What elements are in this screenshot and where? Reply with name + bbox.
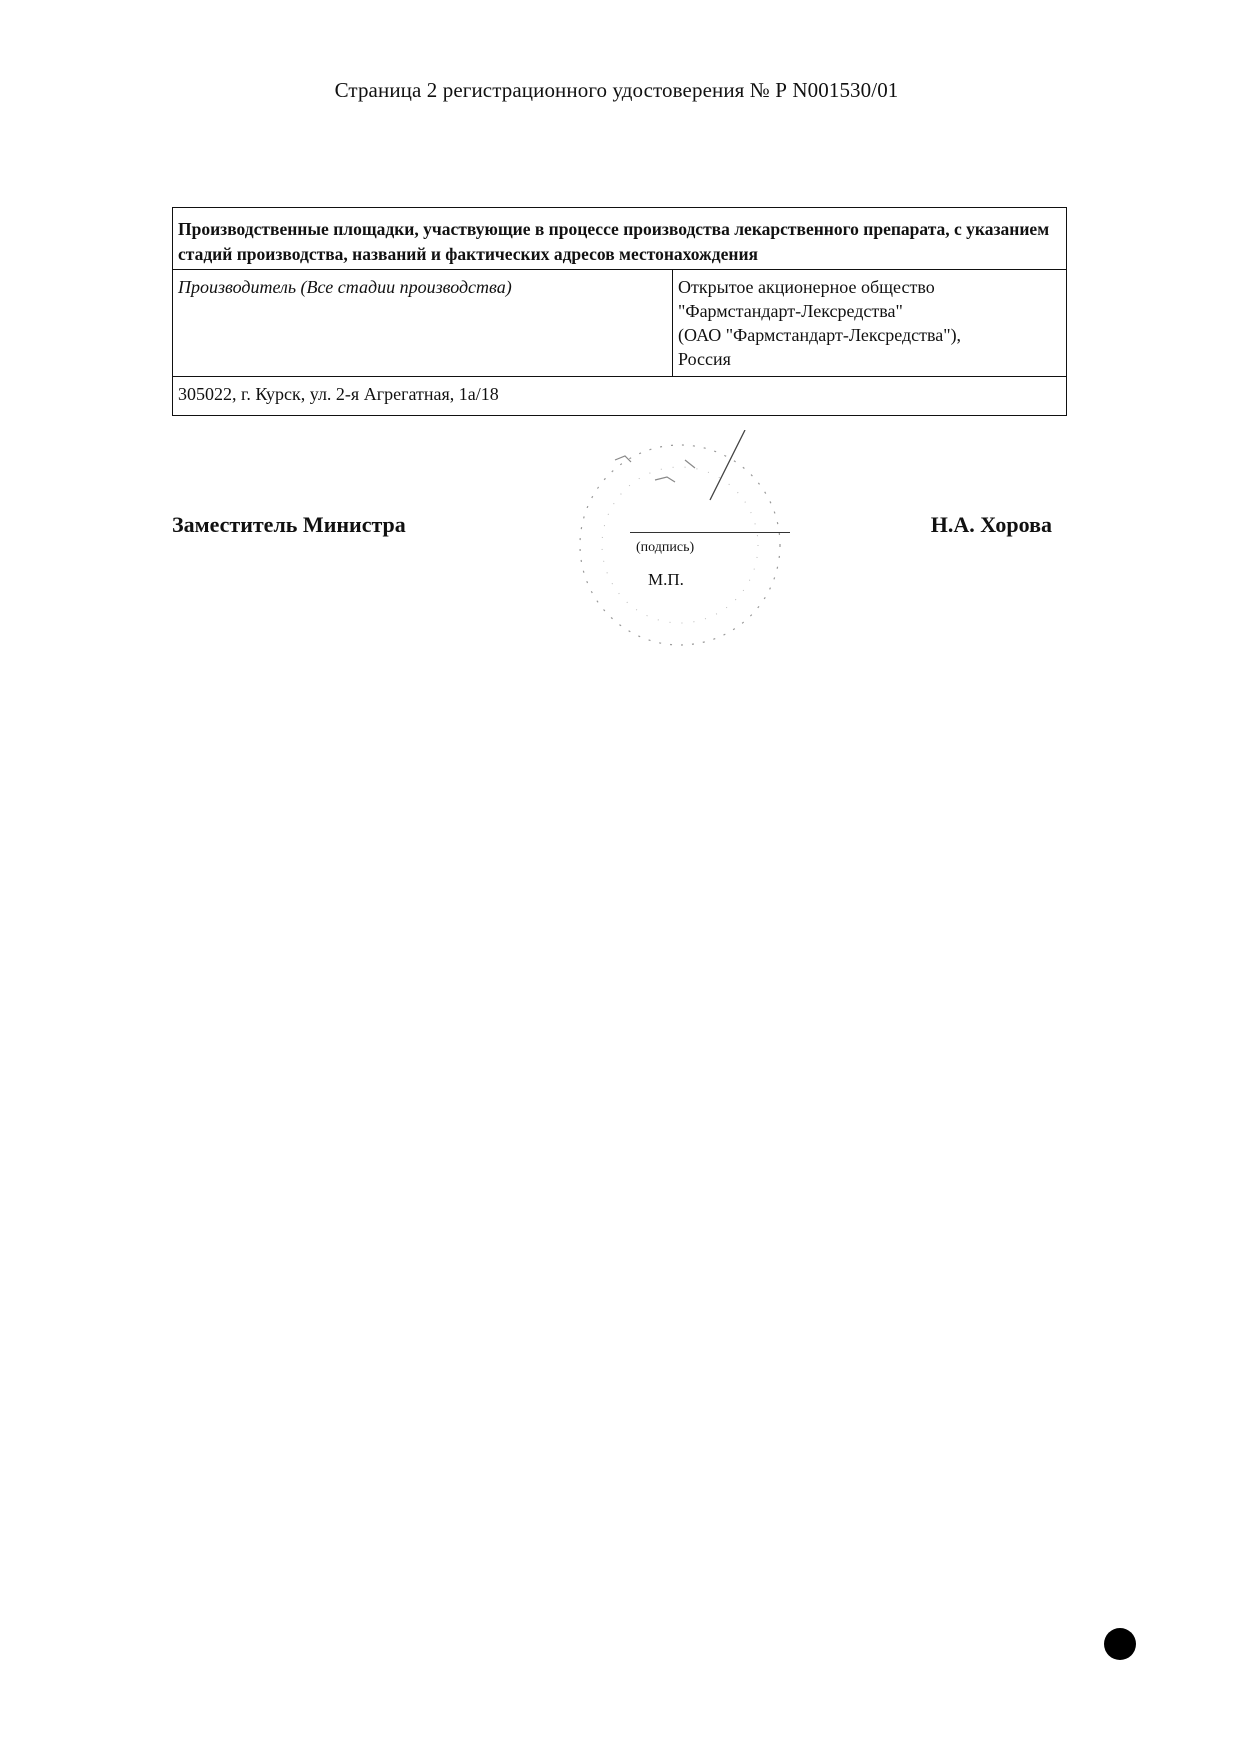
page-title: Страница 2 регистрационного удостоверения № Р N001530/01 — [334, 78, 899, 102]
company-line: "Фармстандарт-Лексредства" — [678, 301, 903, 321]
signature-caption: (подпись) — [636, 540, 695, 555]
signature-block — [172, 512, 1052, 552]
signature-line — [630, 532, 790, 533]
table-title: Производственные площадки, участвующие в процессе производства лекарственного препарата, с указанием стадий производства, названий и фактических адресов местонахождения — [173, 208, 1066, 270]
manufacturer-name-cell — [673, 270, 1066, 376]
manufacturer-role-cell: Производитель (Все стадии производства) — [173, 270, 673, 376]
stamp-place-label: М.П. — [648, 570, 684, 589]
signatory-position: Заместитель Министра — [172, 512, 406, 537]
table-row — [173, 270, 1066, 377]
company-line: (ОАО "Фармстандарт-Лексредства"), — [678, 325, 962, 345]
address-row: 305022, г. Курск, ул. 2-я Агрегатная, 1а/18 — [178, 384, 499, 404]
corner-dot-mark — [1104, 1628, 1136, 1660]
company-line: Россия — [678, 349, 731, 369]
signatory-name: Н.А. Хорова — [930, 512, 1052, 537]
company-line: Открытое акционерное общество — [678, 277, 935, 297]
production-sites-table — [172, 207, 1067, 416]
